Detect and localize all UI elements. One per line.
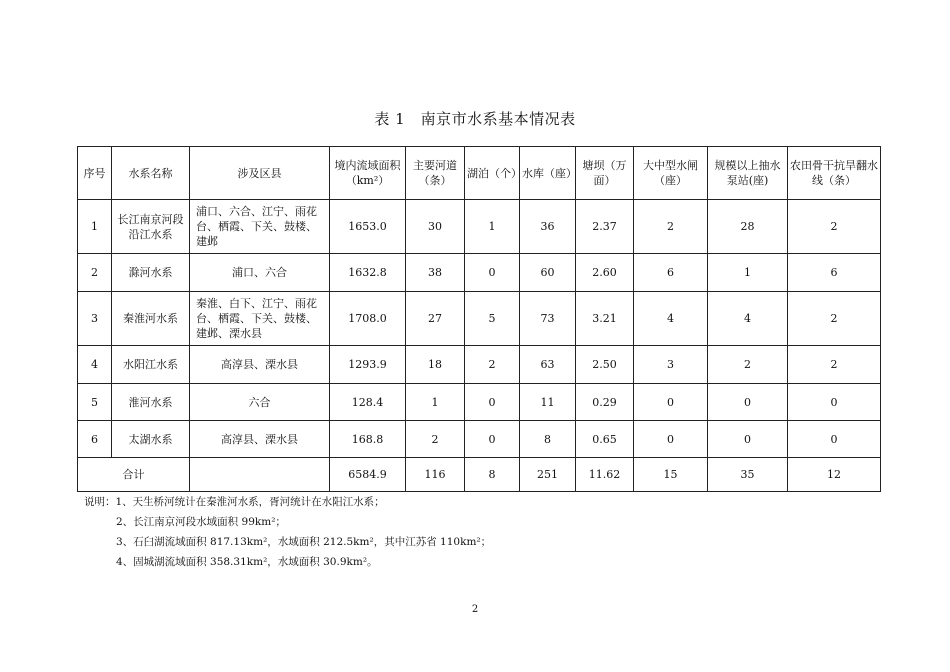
table-cell: 0 [788,421,881,458]
table-cell: 秦淮河水系 [112,292,190,346]
table-cell: 淮河水系 [112,384,190,421]
table-cell: 6 [788,254,881,292]
note-line: 4、固城湖流域面积 358.31km²，水域面积 30.9km²。 [116,556,378,568]
table-cell: 3.21 [576,292,634,346]
col-header: 境内流域面积（km²） [330,147,406,200]
table-cell: 2 [465,346,520,384]
water-system-table [77,146,881,492]
table-cell: 0 [708,421,788,458]
table-cell: 1708.0 [330,292,406,346]
table-cell: 1 [465,200,520,254]
table-row [78,421,881,458]
table-cell: 5 [78,384,112,421]
table-cell: 11 [520,384,576,421]
table-cell: 水阳江水系 [112,346,190,384]
table-cell: 0 [465,421,520,458]
table-cell: 36 [520,200,576,254]
table-cell: 2.37 [576,200,634,254]
table-cell: 2.50 [576,346,634,384]
table-cell: 六合 [190,384,330,421]
col-header: 水系名称 [112,147,190,200]
table-cell: 251 [520,458,576,492]
table-cell: 2 [788,346,881,384]
table-cell: 6 [634,254,708,292]
table-cell: 1 [78,200,112,254]
table-cell: 0.29 [576,384,634,421]
table-cell: 4 [78,346,112,384]
table-cell [190,458,330,492]
table-cell: 1632.8 [330,254,406,292]
table-cell: 168.8 [330,421,406,458]
table-cell: 3 [78,292,112,346]
table-notes [84,492,491,572]
table-cell: 8 [465,458,520,492]
page-number: 2 [471,604,479,615]
table-row [78,346,881,384]
table-cell: 滁河水系 [112,254,190,292]
table-title: 表 1 南京市水系基本情况表 [374,110,576,128]
table-header-row [78,147,881,200]
table-cell: 高淳县、溧水县 [190,346,330,384]
table-cell: 60 [520,254,576,292]
table-cell: 38 [406,254,465,292]
table-cell: 1 [406,384,465,421]
table-cell: 27 [406,292,465,346]
col-header: 规模以上抽水泵站(座) [708,147,788,200]
table-cell: 1 [708,254,788,292]
table-cell: 太湖水系 [112,421,190,458]
total-row [78,458,881,492]
note-line: 说明：1、天生桥河统计在秦淮河水系，胥河统计在水阳江水系； [84,496,385,508]
table-cell: 18 [406,346,465,384]
table-cell: 秦淮、白下、江宁、雨花台、栖霞、下关、鼓楼、建邺、溧水县 [190,292,330,346]
note-line: 2、长江南京河段水域面积 99km²； [116,516,286,528]
table-cell: 11.62 [576,458,634,492]
table-cell: 128.4 [330,384,406,421]
table-cell: 35 [708,458,788,492]
table-cell: 2 [634,200,708,254]
table-cell: 12 [788,458,881,492]
table-cell: 0.65 [576,421,634,458]
table-cell: 0 [708,384,788,421]
table-cell: 15 [634,458,708,492]
table-cell: 30 [406,200,465,254]
col-header: 水库（座） [520,147,576,200]
table-cell: 6 [78,421,112,458]
note-line: 3、石臼湖流域面积 817.13km²，水域面积 212.5km²，其中江苏省 110km²； [116,536,492,548]
col-header: 农田骨干抗旱翻水线（条） [788,147,881,200]
table-cell: 116 [406,458,465,492]
table-cell: 浦口、六合、江宁、雨花台、栖霞、下关、鼓楼、建邺 [190,200,330,254]
table-cell: 0 [634,421,708,458]
table-cell: 3 [634,346,708,384]
table-cell: 63 [520,346,576,384]
table-cell: 浦口、六合 [190,254,330,292]
table-cell: 4 [634,292,708,346]
table-cell: 高淳县、溧水县 [190,421,330,458]
table-cell: 2 [78,254,112,292]
table-cell: 2 [708,346,788,384]
table-cell: 28 [708,200,788,254]
table-cell: 73 [520,292,576,346]
table-cell: 1653.0 [330,200,406,254]
col-header: 涉及区县 [190,147,330,200]
table-row [78,254,881,292]
col-header: 塘坝（万面） [576,147,634,200]
table-cell: 2 [406,421,465,458]
table-cell: 1293.9 [330,346,406,384]
table-cell: 5 [465,292,520,346]
total-label: 合计 [78,458,190,492]
col-header: 大中型水闸（座） [634,147,708,200]
table-cell: 0 [465,384,520,421]
table-cell: 2.60 [576,254,634,292]
table-cell: 0 [788,384,881,421]
table-cell: 2 [788,292,881,346]
table-row [78,292,881,346]
table-cell: 4 [708,292,788,346]
table-cell: 0 [465,254,520,292]
table-cell: 长江南京河段沿江水系 [112,200,190,254]
col-header: 主要河道（条） [406,147,465,200]
table-cell: 6584.9 [330,458,406,492]
col-header: 序号 [78,147,112,200]
table-cell: 2 [788,200,881,254]
table-cell: 0 [634,384,708,421]
table-cell: 8 [520,421,576,458]
table-row [78,384,881,421]
table-row [78,200,881,254]
col-header: 湖泊（个） [465,147,520,200]
